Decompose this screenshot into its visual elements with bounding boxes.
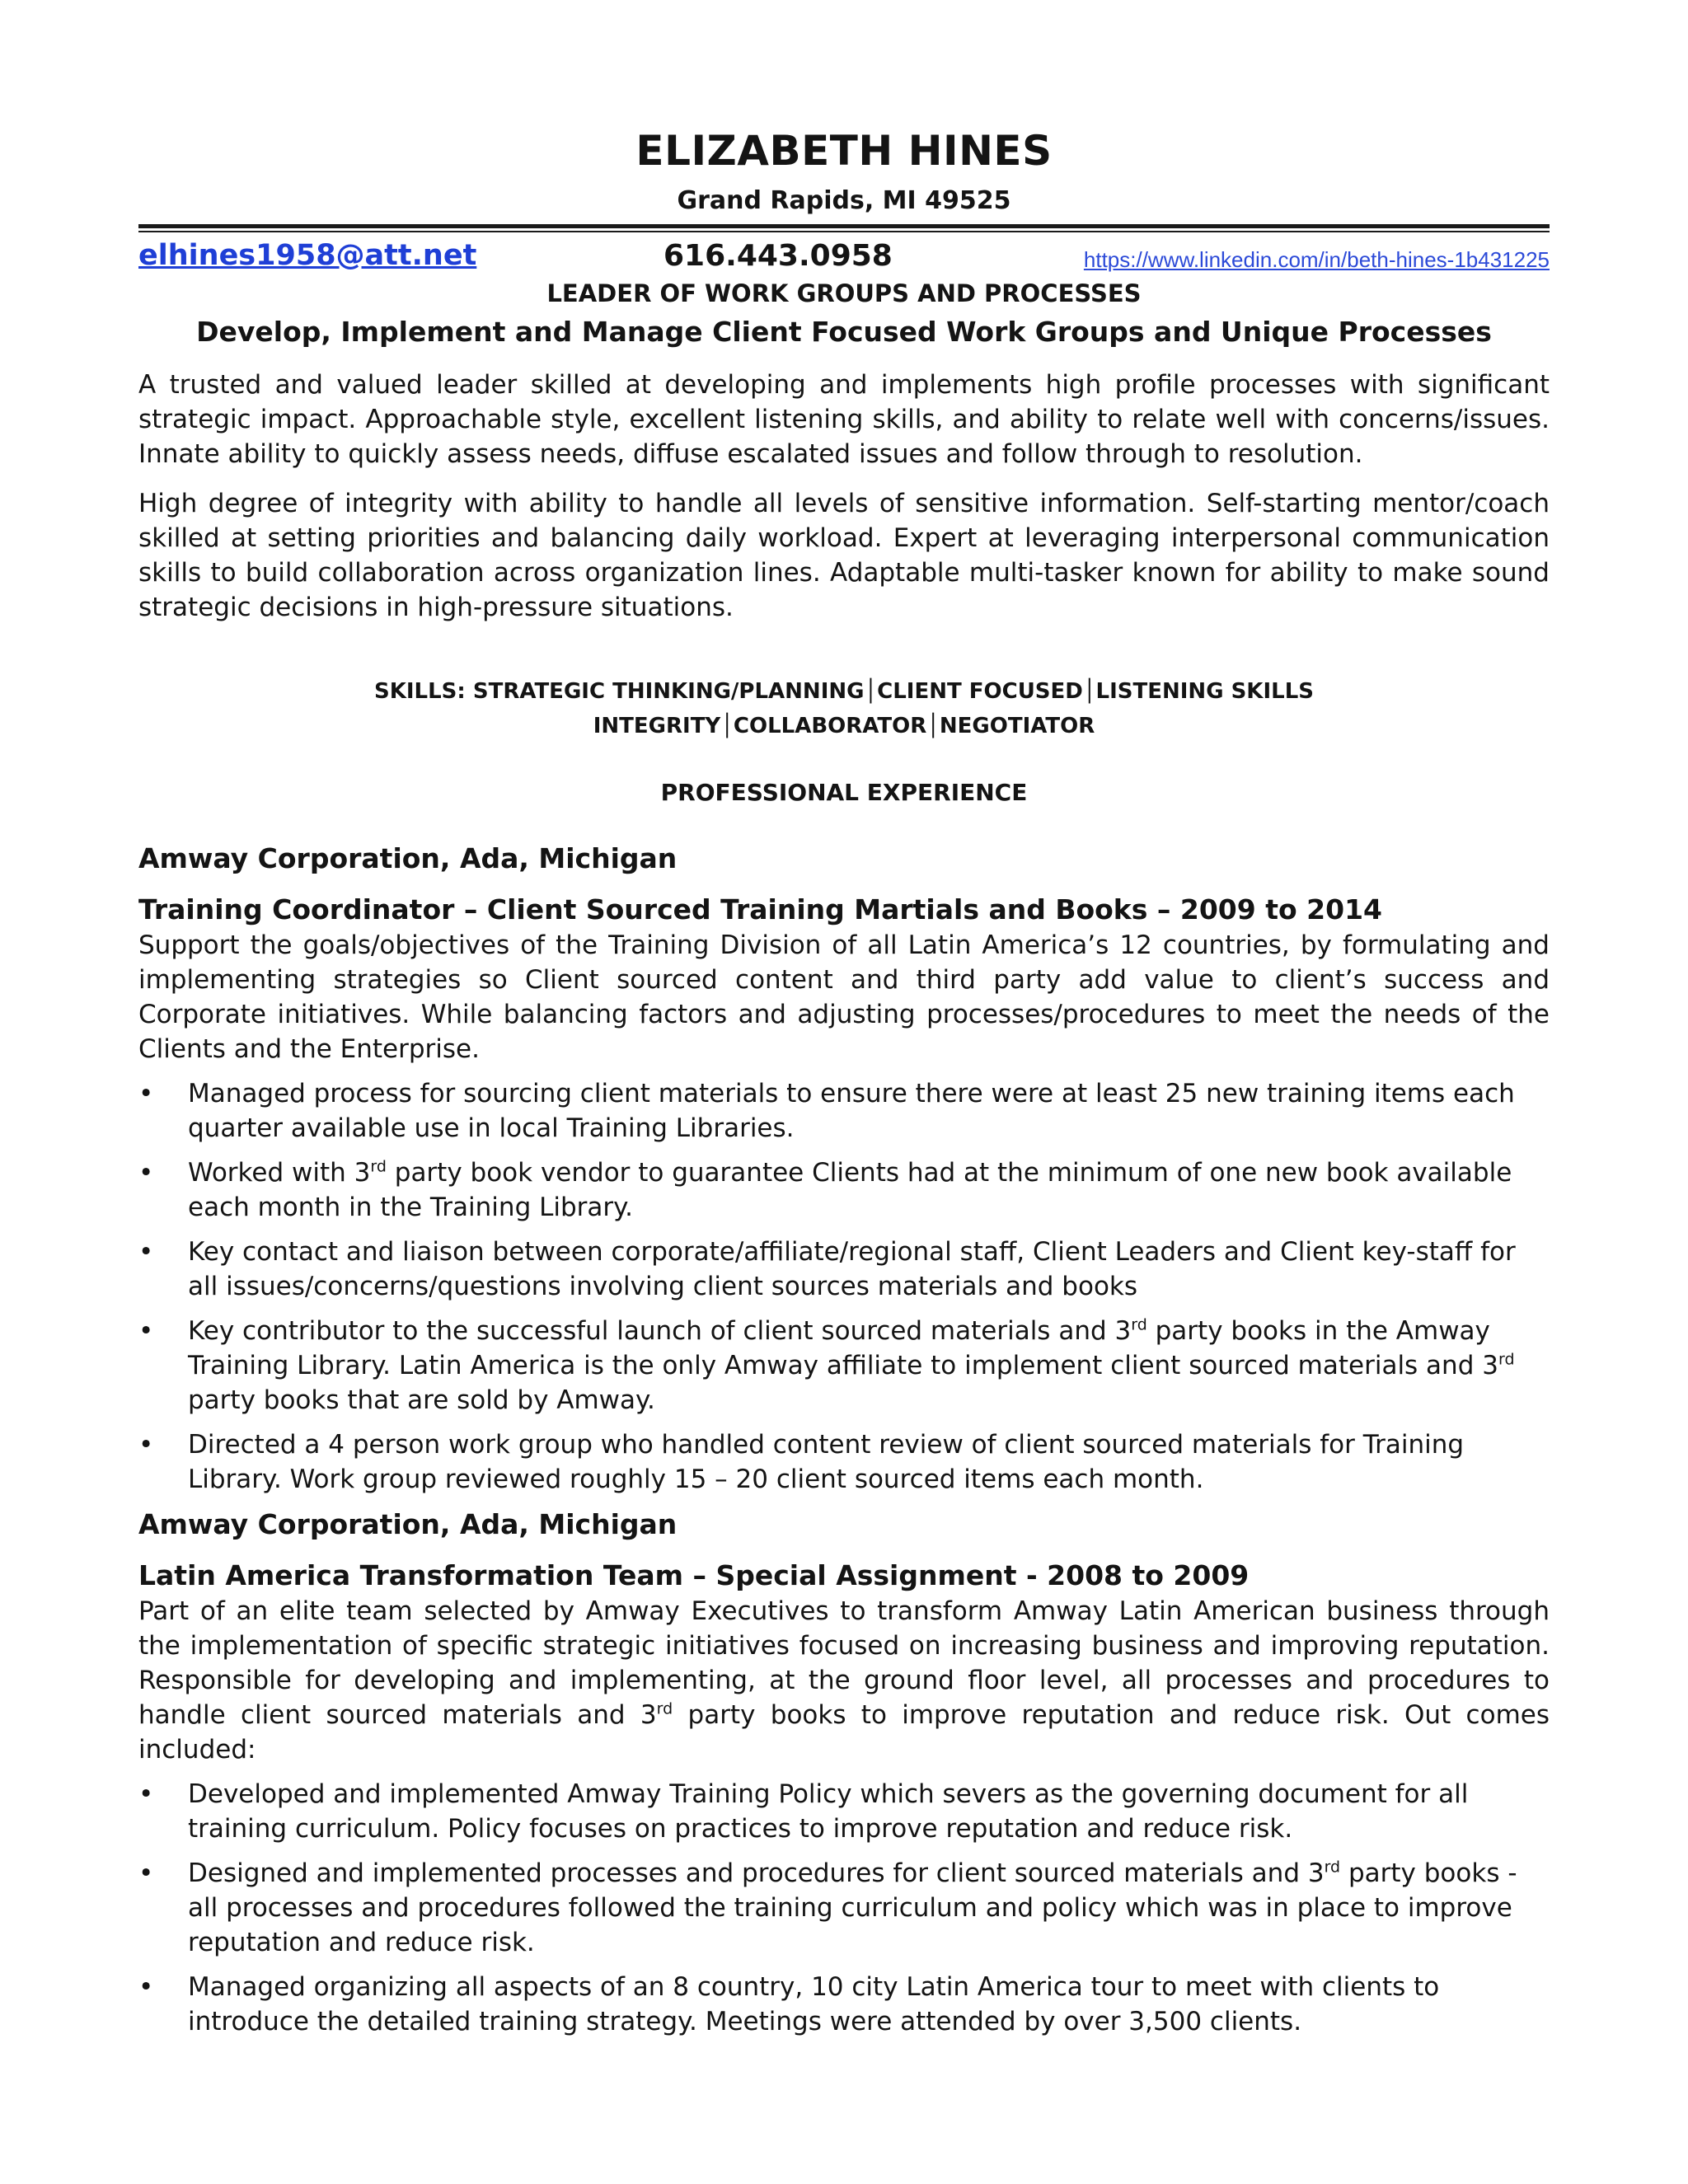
summary-paragraph: High degree of integrity with ability to handle all levels of sensitive information. Self-starting mentor/coach skilled at setting priorities and balancing daily workload. Expert at leveraging interpersonal communication skills to build collaboration across organization lines. Adaptable multi-tasker known for ability to make sound strategic decisions in high-pressure situations. <box>138 489 1550 622</box>
employer: Amway Corporation, Ada, Michigan <box>138 842 678 874</box>
list-item: • Worked with 3rd party book vendor to guarantee Clients had at the minimum of one new book available each month in the Training Library. <box>138 1155 1550 1225</box>
skills-line: SKILLS: STRATEGIC THINKING/PLANNING│CLIENT FOCUSED│LISTENING SKILLS <box>374 679 1314 704</box>
linkedin-link[interactable]: https://www.linkedin.com/in/beth-hines-1b431225 <box>1083 247 1550 272</box>
job-bullets <box>138 1777 1550 2039</box>
header-rule-thin <box>138 231 1550 232</box>
summary-paragraph: A trusted and valued leader skilled at developing and implements high profile processes with significant strategic impact. Approachable style, excellent listening skills, and ability to relate well with concerns/issues. Innate ability to quickly assess needs, diffuse escalated issues and follow through to resolution. <box>138 370 1550 469</box>
list-item: • Developed and implemented Amway Training Policy which severs as the governing document for all training curriculum. Policy focuses on practices to improve reputation and reduce risk. <box>138 1777 1550 1846</box>
tagline: Develop, Implement and Manage Client Focused Work Groups and Unique Processes <box>196 316 1492 348</box>
job-description: Support the goals/objectives of the Training Division of all Latin America’s 12 countries, by formulating and implementing strategies so Client sourced content and third party add value to client’s success and Corporate initiatives. While balancing factors and adjusting processes/procedures to meet the needs of the Clients and the Enterprise. <box>138 930 1550 1064</box>
header-rule-thick <box>138 224 1550 228</box>
job-bullets <box>138 1076 1550 1497</box>
job-description: Part of an elite team selected by Amway Executives to transform Amway Latin American business through the implementation of specific strategic initiatives focused on increasing business and improving reputation. Responsible for developing and implementing, at the ground floor level, all processes and procedures to handle client sourced materials and 3rd party books to improve reputation and reduce risk. Out comes included: <box>138 1596 1550 1765</box>
list-item: • Managed process for sourcing client materials to ensure there were at least 25 new training items each quarter available use in local Training Libraries. <box>138 1076 1550 1146</box>
experience-title: PROFESSIONAL EXPERIENCE <box>660 779 1028 806</box>
headline: LEADER OF WORK GROUPS AND PROCESSES <box>546 279 1142 307</box>
list-item: • Key contributor to the successful launch of client sourced materials and 3rd party books in the Amway Training Library. Latin America is the only Amway affiliate to implement client sourced materials and 3rd party books that are sold by Amway. <box>138 1314 1550 1418</box>
list-item: • Key contact and liaison between corporate/affiliate/regional staff, Client Leaders and Client key-staff for all issues/concerns/questions involving client sources materials and books <box>138 1235 1550 1304</box>
job-title: Training Coordinator – Client Sourced Training Martials and Books – 2009 to 2014 <box>138 893 1382 926</box>
list-item: • Directed a 4 person work group who handled content review of client sourced materials for Training Library. Work group reviewed roughly 15 – 20 client sourced items each month. <box>138 1427 1550 1497</box>
skills-section <box>138 674 1550 743</box>
skills-line: INTEGRITY│COLLABORATOR│NEGOTIATOR <box>593 714 1095 738</box>
email-link[interactable]: elhines1958@att.net <box>138 239 477 272</box>
resume-page <box>138 122 1550 2039</box>
employer: Amway Corporation, Ada, Michigan <box>138 1508 678 1540</box>
candidate-name: ELIZABETH HINES <box>635 127 1053 175</box>
job-title: Latin America Transformation Team – Special Assignment - 2008 to 2009 <box>138 1559 1250 1591</box>
phone-number: 616.443.0958 <box>663 239 893 273</box>
list-item: • Designed and implemented processes and procedures for client sourced materials and 3rd party books - all processes and procedures followed the training curriculum and policy which was in place to improve reputation and reduce risk. <box>138 1856 1550 1960</box>
contact-line <box>138 237 1550 277</box>
candidate-address: Grand Rapids, MI 49525 <box>677 186 1011 215</box>
list-item: • Managed organizing all aspects of an 8 country, 10 city Latin America tour to meet with clients to introduce the detailed training strategy. Meetings were attended by over 3,500 clients. <box>138 1970 1550 2039</box>
